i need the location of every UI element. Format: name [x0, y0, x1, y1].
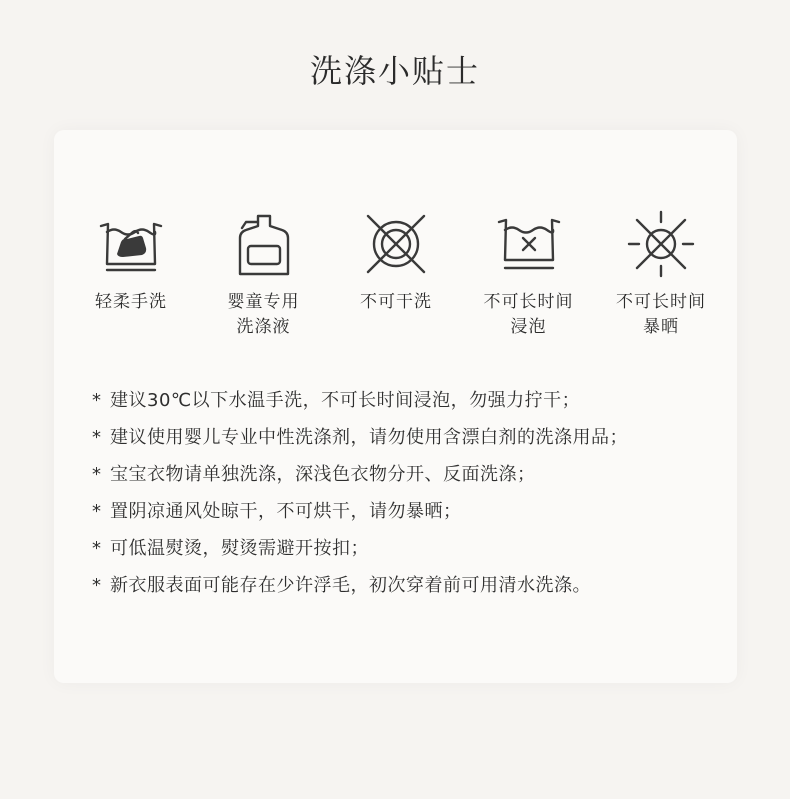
tip-text: 宝宝衣物请单独洗涤，深浅色衣物分开、反面洗涤；	[110, 464, 536, 485]
bullet-marker: *	[92, 390, 102, 411]
tip-text: 建议30℃以下水温手洗，不可长时间浸泡，勿强力拧干；	[110, 390, 581, 411]
tip-text: 新衣服表面可能存在少许浮毛，初次穿着前可用清水洗涤。	[110, 575, 591, 596]
list-item	[92, 530, 722, 567]
list-item	[92, 382, 722, 419]
care-label-no-sun: 不可长时间 暴晒	[616, 292, 706, 337]
list-item	[92, 419, 722, 456]
care-symbol-detergent	[209, 208, 319, 340]
care-card	[54, 130, 737, 683]
care-symbol-no-dry-clean	[341, 208, 451, 340]
bullet-marker: *	[92, 464, 102, 485]
care-label-detergent: 婴童专用 洗涤液	[227, 292, 300, 337]
hand-wash-icon	[95, 208, 167, 280]
bullet-marker: *	[92, 501, 102, 522]
bullet-marker: *	[92, 427, 102, 448]
no-soak-icon	[493, 208, 565, 280]
care-symbols-row	[76, 208, 716, 340]
care-symbol-no-sun	[606, 208, 716, 340]
bullet-marker: *	[92, 575, 102, 596]
list-item	[92, 493, 722, 530]
list-item	[92, 456, 722, 493]
care-label-hand-wash: 轻柔手洗	[95, 292, 167, 312]
tip-text: 可低温熨烫，熨烫需避开按扣；	[110, 538, 369, 559]
washing-tips-list	[92, 382, 722, 604]
tip-text: 建议使用婴儿专业中性洗涤剂，请勿使用含漂白剂的洗涤用品；	[110, 427, 628, 448]
care-label-no-dry-clean: 不可干洗	[360, 292, 432, 312]
care-label-no-soak: 不可长时间 浸泡	[483, 292, 574, 337]
page-title: 洗涤小贴士	[309, 52, 480, 90]
list-item	[92, 567, 722, 604]
no-sun-exposure-icon	[625, 208, 697, 280]
care-symbol-no-soak	[474, 208, 584, 340]
no-tumble-dry-icon	[360, 208, 432, 280]
tip-text: 置阴凉通风处晾干，不可烘干，请勿暴晒；	[110, 501, 462, 522]
care-symbol-hand-wash	[76, 208, 186, 340]
detergent-bottle-icon	[228, 208, 300, 280]
bullet-marker: *	[92, 538, 102, 559]
